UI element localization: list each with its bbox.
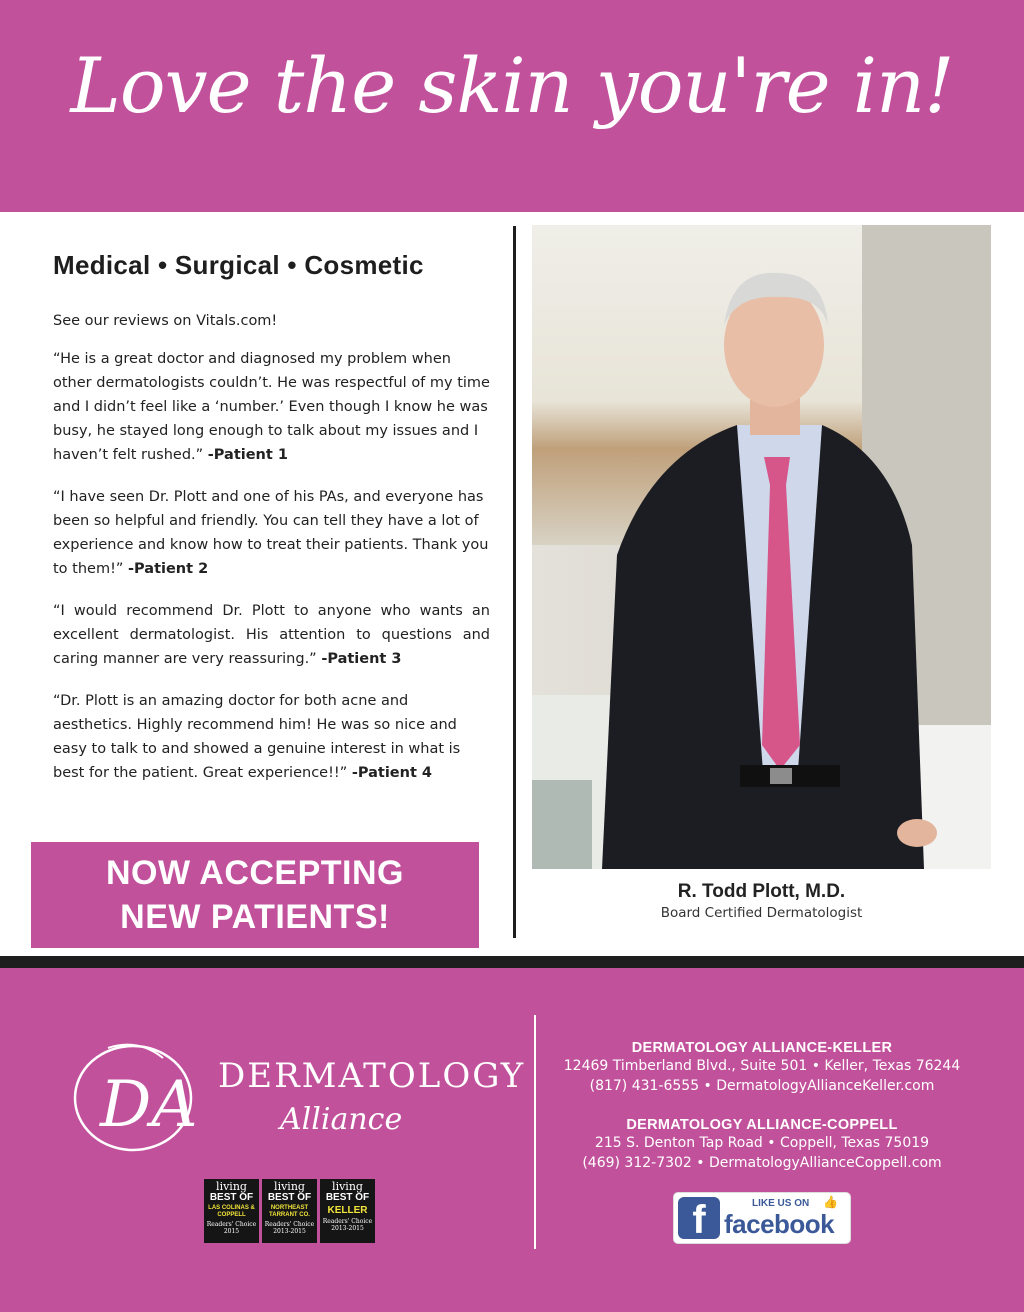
location-contact[interactable]: (817) 431-6555 • DermatologyAllianceKeller.com [589,1078,935,1094]
new-patients-callout [31,842,479,948]
location-keller [548,1040,976,1096]
location-name: DERMATOLOGY ALLIANCE-KELLER [631,1040,893,1056]
testimonial-text: “Dr. Plott is an amazing doctor for both acne and aesthetics. Highly recommend him! He was so nice and easy to talk to and showed a genuine interest in what is best for the patient. Great experience!!” [53,693,461,781]
badge-location: KELLER [327,1205,368,1216]
reviews-link[interactable]: See our reviews on Vitals.com! [53,313,278,329]
logo-subtitle: Alliance [280,1102,403,1137]
badge-brand: living [274,1180,305,1193]
testimonial [53,485,490,581]
location-coppell [548,1117,976,1173]
doctor-title: Board Certified Dermatologist [660,905,863,921]
badge-year: 2015 [223,1228,240,1235]
badge-brand: living [332,1180,363,1193]
testimonial-attribution: -Patient 2 [128,561,209,577]
header-banner [0,0,1024,212]
doctor-photo [532,225,991,869]
badge-choice: Readers' Choice [264,1221,315,1228]
badge-choice: Readers' Choice [206,1221,257,1228]
badge-best: BEST OF [325,1192,370,1203]
location-address: 12469 Timberland Blvd., Suite 501 • Keller, Texas 76244 [563,1058,961,1074]
location-address: 215 S. Denton Tap Road • Coppell, Texas 75019 [594,1135,930,1151]
headline: Love the skin you're in! [70,41,954,130]
facebook-wordmark: facebook [724,1209,835,1239]
callout-line-2: NEW PATIENTS! [120,898,390,936]
callout-line-1: NOW ACCEPTING [105,854,404,892]
footer [0,968,1024,1312]
testimonial-text: “I have seen Dr. Plott and one of his PAs, and everyone has been so helpful and friendly. You can tell they have a lot of experience and know how to treat their patients. Thank you to them!” [53,489,489,577]
logo-emblem-icon [68,1028,198,1158]
testimonial-attribution: -Patient 4 [351,765,433,781]
testimonial-attribution: -Patient 3 [321,651,402,667]
column-divider [513,226,516,938]
testimonial [53,599,490,671]
testimonial [53,347,490,467]
testimonial-text: “He is a great doctor and diagnosed my problem when other dermatologists couldn’t. He was respectful of my time and I didn’t feel like a ‘number.’ Even though I know he was busy, he stayed long enough to talk about my issues and I haven’t felt rushed.” [53,351,490,463]
facebook-like-button[interactable] [674,1193,850,1243]
award-badge [204,1179,259,1243]
badge-best: BEST OF [209,1192,254,1203]
testimonial-text: “I would recommend Dr. Plott to anyone who wants an excellent dermatologist. His attention to questions and caring manner are very reassuring.” [53,603,490,667]
services-tagline: Medical • Surgical • Cosmetic [53,250,424,280]
divider-band [0,956,1024,968]
thumbs-up-icon: 👍 [823,1195,838,1209]
badge-choice: Readers' Choice [322,1218,373,1225]
badge-best: BEST OF [267,1192,312,1203]
testimonial-attribution: -Patient 1 [207,447,288,463]
footer-divider [534,1015,536,1249]
badge-brand: living [216,1180,247,1193]
badge-location: NORTHEAST TARRANT CO. [269,1205,310,1218]
location-name: DERMATOLOGY ALLIANCE-COPPELL [626,1117,898,1133]
award-badge [320,1179,375,1243]
badge-location: LAS COLINAS & COPPELL [208,1205,255,1218]
logo-wordmark: DERMATOLOGY [218,1056,526,1096]
badge-year: 2013-2015 [331,1225,364,1232]
logo-emblem-text: DA [100,1068,198,1142]
facebook-icon: f [678,1197,720,1239]
doctor-name: R. Todd Plott, M.D. [677,881,846,902]
location-contact[interactable]: (469) 312-7302 • DermatologyAllianceCoppell.com [582,1155,942,1171]
testimonials-column [53,240,490,785]
facebook-like-text: LIKE US ON [752,1198,810,1209]
award-badge [262,1179,317,1243]
badge-year: 2013-2015 [273,1228,306,1235]
testimonial [53,689,490,785]
